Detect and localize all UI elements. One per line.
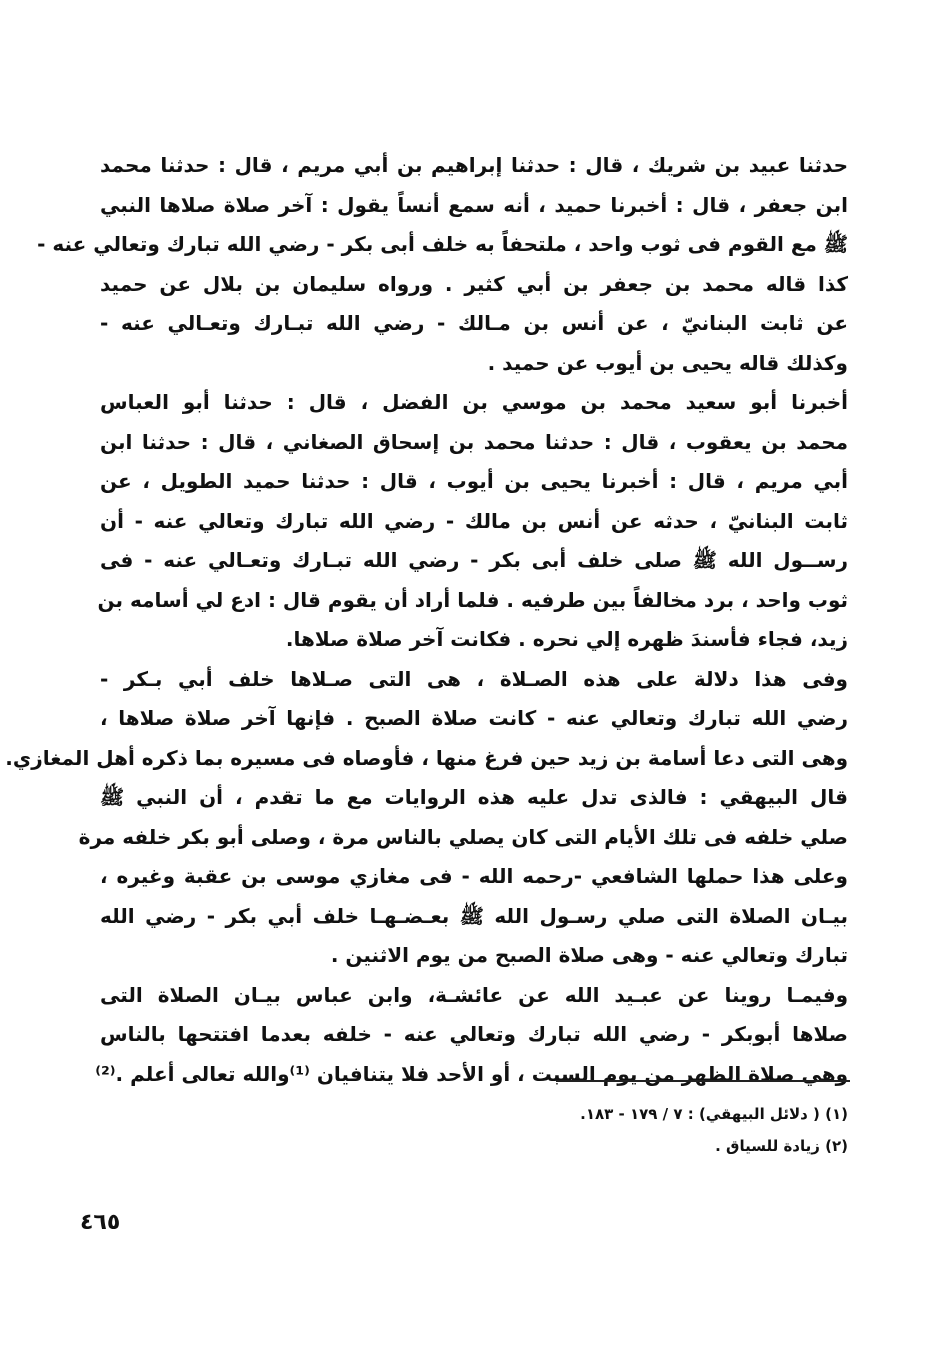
text-line: ابن جعفر ، قال : أخبرنا حميد ، أنه سمع أنساً يقول : آخر صلاة صلاها النبي (100, 192, 848, 217)
footnotes-block (400, 1098, 848, 1162)
text-line: زيد، فجاء فأسندَ ظهره إلي نحره . فكانت آخر صلاة صلاها. (285, 627, 848, 651)
text-line: رضي الله تبارك وتعالي عنه - كانت صلاة الصبح . فإنها آخر صلاة صلاها ، (100, 706, 848, 730)
text-line: ثوب واحد ، برد مخالفاً بين طرفيه . فلما أراد أن يقوم قال : ادع لي أسامه بن (97, 587, 848, 612)
text-line: قال البيهقي : فالذى تدل عليه هذه الروايات مع ما تقدم ، أن النبي ﷺ (100, 785, 848, 809)
text-line: وكذلك قاله يحيى بن أيوب عن حميد . (487, 350, 848, 375)
text-line: ثابت البنانيّ ، حدثه عن أنس بن مالك - رضي الله تبارك وتعالي عنه - أن (100, 508, 848, 533)
text-line: وفيمـا روينا عن عبـيد الله عن عائشـة، وابن عباس بيـان الصلاة التى (100, 982, 848, 1007)
text-line: وهي صلاة الظهر من يوم السبت ، أو الأحد فلا يتنافيان ⁽¹⁾والله تعالى أعلم .⁽²⁾ (95, 1061, 848, 1086)
text-line: أخبرنا أبو سعيد محمد بن موسي بن الفضل ، قال : حدثنا أبو العباس (100, 390, 848, 414)
text-line: محمد بن يعقوب ، قال : حدثنا محمد بن إسحاق الصغاني ، قال : حدثنا ابن (100, 429, 848, 454)
text-line: أبي مريم ، قال : أخبرنا يحيى بن أيوب ، قال : حدثنا حميد الطويل ، عن (100, 469, 848, 493)
text-line: حدثنا عبيد بن شريك ، قال : حدثنا إبراهيم بن أبي مريم ، قال : حدثنا محمد (100, 153, 848, 177)
footnote-2: (٢) زيادة للسياق . (715, 1137, 848, 1155)
text-line: ﷺ مع القوم فى ثوب واحد ، ملتحفاً به خلف أبى بكر - رضي الله تبارك وتعالي عنه - (37, 232, 848, 256)
text-line: وهى التى دعا أسامة بن زيد حين فرغ منها ، فأوصاه فى مسيره بما ذكره أهل المغازي. (5, 745, 848, 770)
footnote-divider (556, 1080, 850, 1082)
footnote-1: (١) ( دلائل البيهقي) : ٧ / ١٧٩ - ١٨٣. (580, 1105, 848, 1123)
text-line: رســول الله ﷺ صلى خلف أبى بكر - رضي الله تبـارك وتعـالي عنه - فى (100, 548, 848, 572)
text-line: كذا قاله محمد بن جعفر بن أبي كثير . ورواه سليمان بن بلال عن حميد (100, 271, 848, 296)
text-line: صلاها أبوبكر - رضي الله تبارك وتعالي عنه - خلفه بعدما افتتحها بالناس (100, 1022, 848, 1046)
text-line: عن ثابت البنانيّ ، عن أنس بن مـالك - رضي الله تبـارك وتعـالي عنه - (100, 311, 848, 335)
text-line: صلي خلفه فى تلك الأيام التى كان يصلي بالناس مرة ، وصلى أبو بكر خلفه مرة (78, 824, 848, 849)
text-line: تبارك وتعالي عنه - وهى صلاة الصبح من يوم الاثنين . (330, 943, 848, 967)
text-line: وفى هذا دلالة على هذه الصـلاة ، هى التى صـلاها خلف أبي بـكر - (100, 666, 848, 691)
main-text-block (5, 146, 848, 1094)
page-number: ٤٦٥ (80, 1210, 121, 1235)
text-line: بيـان الصلاة التى صلي رسـول الله ﷺ بعـضـهـا خلف أبي بكر - رضي الله (100, 903, 848, 928)
text-line: وعلى هذا حملها الشافعي -رحمه الله - فى مغازي موسى بن عقبة وغيره ، (100, 864, 848, 888)
